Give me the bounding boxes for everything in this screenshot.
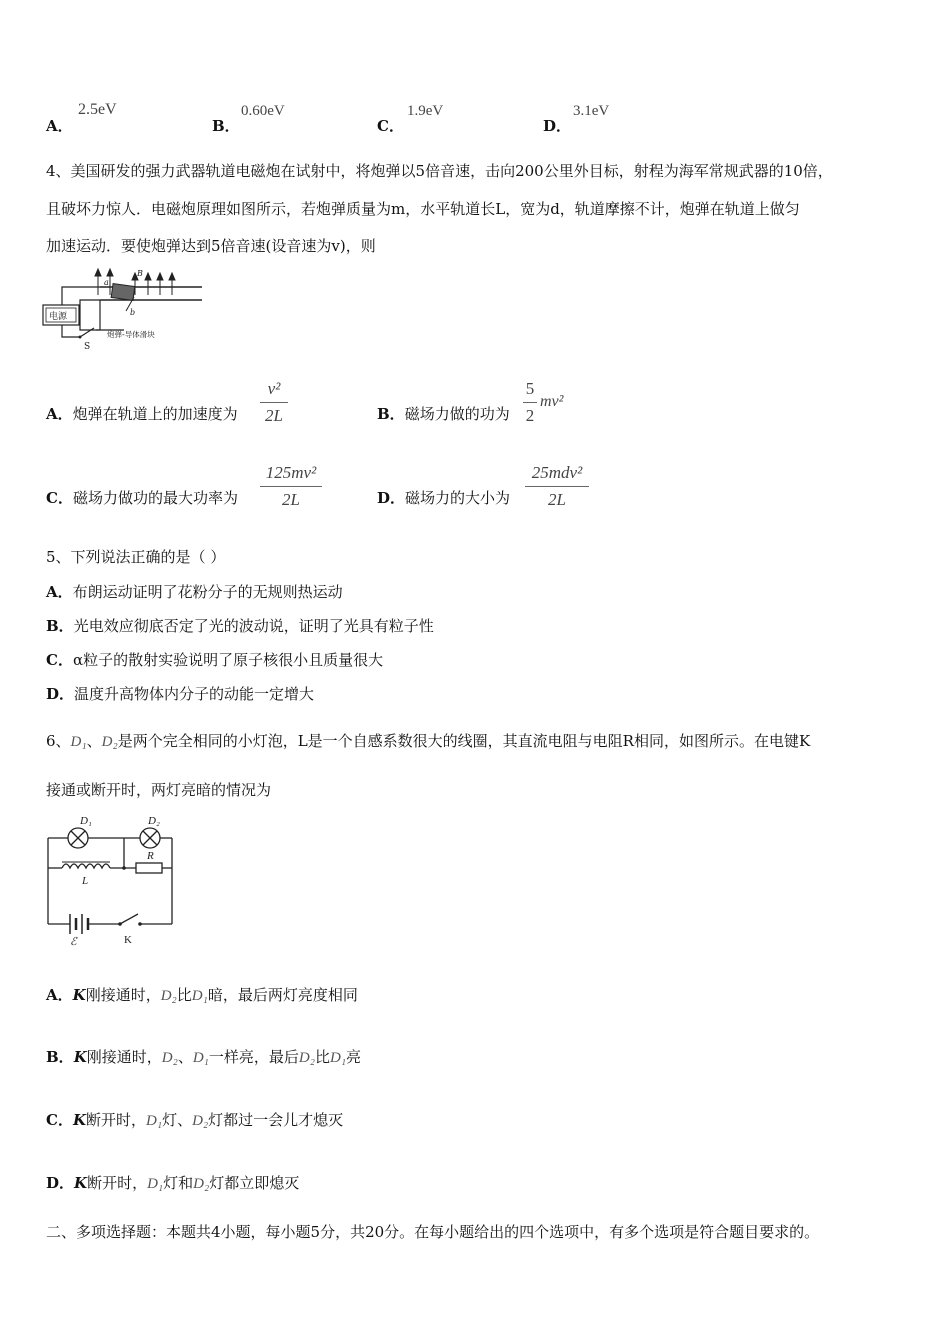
q6-option-b-text-4: 比 (314, 1048, 330, 1066)
railgun-point-b: b (130, 308, 136, 317)
q6-option-c-k: K (72, 1111, 86, 1129)
q3-option-d-label: D． (543, 117, 572, 135)
section-2-heading: 二、多项选择题：本题共4小题，每小题5分，共20分。在每小题给出的四个选项中，有多个选项是符合题目要求的。 (46, 1223, 820, 1241)
q6-option-a-text-2: 比 (176, 986, 192, 1004)
q3-option-b-value: 0.60eV (241, 103, 285, 119)
q3-option-b-label: B． (212, 117, 240, 135)
q6-option-d-text-1: 断开时， (87, 1174, 148, 1192)
q4-option-a-fraction (260, 379, 288, 426)
q6-option-d-text-2: 灯和 (163, 1174, 194, 1192)
q6-option-c-d2: D₂ (192, 1113, 209, 1129)
q6-option-b-d1-second: D₁ (329, 1050, 347, 1066)
q3-option-a-label: A． (46, 117, 73, 135)
q5-option-b (46, 616, 434, 636)
circuit-l-label: L (82, 875, 89, 887)
q6-option-c-d1: D₁ (146, 1113, 163, 1129)
q3-option-a-value: 2.5eV (78, 101, 117, 118)
q5-option-c-text: α粒子的散射实验说明了原子核很小且质量很大 (72, 651, 384, 669)
railgun-diagram (40, 265, 210, 350)
q6-option-b-text-5: 亮 (346, 1048, 362, 1066)
q4-stem-line-3: 加速运动．要使炮弹达到5倍音速(设音速为v)，则 (46, 237, 376, 255)
q3-option-d-value: 3.1eV (573, 103, 610, 119)
q5-option-d (46, 684, 314, 704)
q6-option-a-k: K (72, 986, 86, 1004)
q6-option-b-k: K (73, 1048, 87, 1066)
circuit-diagram (44, 810, 180, 948)
q4-option-c-label: C． (46, 489, 73, 507)
fraction-bar (525, 486, 589, 487)
q6-option-a-text-1: 刚接通时， (85, 986, 161, 1004)
q6-option-d-k: K (74, 1174, 88, 1192)
q6-option-a-text-3: 暗，最后两灯亮度相同 (207, 986, 358, 1004)
q6-option-c (46, 1110, 343, 1131)
q4-option-c-denominator: 2L (282, 490, 300, 509)
q6-stem-line-2: 接通或断开时，两灯亮暗的情况为 (46, 781, 272, 799)
q6-option-b-d1: D₁ (192, 1050, 209, 1066)
q6-option-b-d2: D₂ (161, 1050, 178, 1066)
circuit-key-label: K (124, 934, 132, 946)
q6-option-b-label: B． (46, 1048, 74, 1066)
q6-option-b-d2-second: D₂ (298, 1050, 315, 1066)
q4-option-a-label: A． (46, 405, 73, 423)
q6-option-d-text-3: 灯都立即熄灭 (209, 1174, 300, 1192)
q4-option-d-denominator: 2L (548, 490, 566, 509)
q4-option-a-denominator: 2L (265, 406, 283, 425)
circuit-d2-label: D₂ (148, 815, 160, 827)
q4-option-d (377, 488, 510, 508)
q4-option-b (377, 404, 510, 424)
q6-option-c-text-1: 断开时， (86, 1111, 147, 1129)
q6-number: 6、 (46, 732, 71, 750)
q4-option-a-numerator: v² (267, 379, 281, 398)
q4-option-b-expression: mv² (540, 393, 564, 410)
q6-option-b (46, 1047, 361, 1068)
fraction-bar (260, 402, 288, 403)
q6-stem-line-1 (46, 731, 810, 752)
q6-option-b-text-3: 一样亮，最后 (208, 1048, 299, 1066)
q6-option-a-label: A． (46, 986, 73, 1004)
q5-option-c (46, 650, 383, 670)
q6-d1-symbol: D₁ (70, 734, 87, 750)
q4-option-d-text: 磁场力的大小为 (405, 489, 511, 507)
circuit-battery-label: ℰ (70, 936, 77, 948)
circuit-d1-label: D₁ (80, 815, 92, 827)
railgun-caption: 炮弹-导体滑块 (107, 330, 155, 339)
q3-option-c-value: 1.9eV (407, 103, 444, 119)
q4-stem-line-2: 且破坏力惊人．电磁炮原理如图所示，若炮弹质量为m，水平轨道长L，宽为d，轨道摩擦不计，炮弹在轨道上做匀 (46, 200, 800, 218)
q4-option-d-fraction (525, 463, 589, 510)
q6-separator: 、 (86, 732, 102, 750)
q4-option-c-text: 磁场力做功的最大功率为 (72, 489, 238, 507)
railgun-power-label: 电源 (49, 312, 68, 322)
q4-option-b-text: 磁场力做的功为 (404, 405, 510, 423)
q4-option-d-label: D． (377, 489, 406, 507)
q6-d2-symbol: D₂ (101, 734, 118, 750)
q4-option-b-coefficient (523, 379, 537, 426)
q5-stem: 5、下列说法正确的是（ ） (46, 548, 226, 566)
q6-option-c-text-3: 灯都过一会儿才熄灭 (208, 1111, 344, 1129)
q6-option-a (46, 985, 358, 1006)
q4-option-a (46, 404, 238, 424)
fraction-bar (523, 402, 537, 403)
q6-option-c-label: C． (46, 1111, 73, 1129)
q5-option-b-text: 光电效应彻底否定了光的波动说，证明了光具有粒子性 (73, 617, 434, 635)
q6-option-d (46, 1173, 299, 1194)
q5-option-d-label: D． (46, 685, 75, 703)
q5-option-d-text: 温度升高物体内分子的动能一定增大 (74, 685, 315, 703)
railgun-field-label: B (137, 269, 143, 278)
q6-option-a-d1: D₁ (191, 988, 208, 1004)
q6-option-c-text-2: 灯、 (162, 1111, 193, 1129)
q5-option-b-label: B． (46, 617, 74, 635)
q6-option-b-text-2: 、 (177, 1048, 193, 1066)
circuit-r-label: R (147, 850, 154, 862)
q4-stem-line-1: 4、美国研发的强力武器轨道电磁炮在试射中，将炮弹以5倍音速，击向200公里外目标，射程为海军常规武器的10倍， (46, 162, 833, 180)
q3-option-c-label: C． (377, 117, 404, 135)
q6-option-b-text-1: 刚接通时， (86, 1048, 162, 1066)
q4-option-b-label: B． (377, 405, 405, 423)
q4-option-c-numerator: 125mv² (265, 463, 317, 482)
q4-option-d-numerator: 25mdv² (531, 463, 583, 482)
q6-stem-rest: 是两个完全相同的小灯泡，L是一个自感系数很大的线圈，其直流电阻与电阻R相同，如图所示。在电键K (117, 732, 811, 750)
q6-option-d-label: D． (46, 1174, 75, 1192)
q5-option-c-label: C． (46, 651, 73, 669)
railgun-point-a: a (104, 278, 109, 287)
q6-option-a-d2: D₂ (160, 988, 177, 1004)
q5-option-a (46, 582, 343, 602)
q4-option-c-fraction (260, 463, 322, 510)
q5-option-a-label: A． (46, 583, 73, 601)
railgun-switch-label: S (84, 342, 91, 350)
q5-option-a-text: 布朗运动证明了花粉分子的无规则热运动 (72, 583, 343, 601)
q4-option-b-coef-denominator: 2 (525, 406, 535, 425)
q4-option-b-coef-numerator: 5 (525, 379, 535, 398)
fraction-bar (260, 486, 322, 487)
q4-option-a-text: 炮弹在轨道上的加速度为 (72, 405, 238, 423)
q6-option-d-d2: D₂ (193, 1176, 210, 1192)
q6-option-d-d1: D₁ (147, 1176, 164, 1192)
q4-option-c (46, 488, 238, 508)
